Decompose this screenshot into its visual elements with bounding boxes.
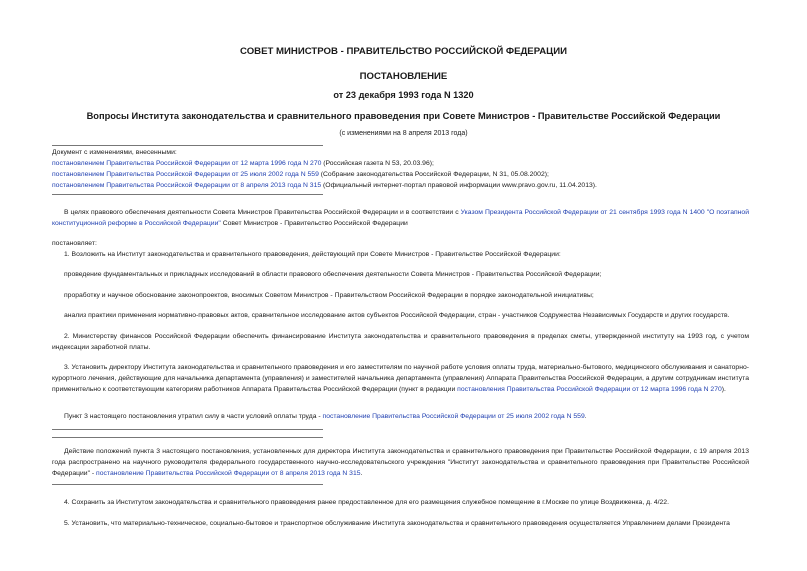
- note-1-link-2002[interactable]: постановление Правительства Российской Федерации от 25 июля 2002 года N 559: [322, 413, 585, 420]
- item-1a: проведение фундаментальных и прикладных исследований в области правового обеспечения деятельности Совета Министров - Правительства Российской Федерации;: [64, 271, 602, 278]
- amendment-link-2013[interactable]: постановлением Правительства Российской Федерации от 8 апреля 2013 года N 315: [52, 182, 322, 189]
- date-number: от 23 декабря 1993 года N 1320: [333, 90, 474, 100]
- item-1b: проработку и научное обоснование законопроектов, вносимых Советом Министров - Правительством Российской Федерации в порядке законодательной инициативы;: [64, 292, 594, 299]
- note-item-3-extension: [52, 446, 749, 479]
- amendment-source: (Официальный интернет-портал правовой информации www.pravo.gov.ru, 11.04.2013).: [321, 182, 597, 189]
- item-5: 5. Установить, что материально-техническое, социально-бытовое и транспортное обслуживание Института законодательства и сравнительного правоведения осуществляется Управлением делами Президента: [64, 520, 730, 527]
- presidential-decree-link[interactable]: Указом Президента Российской Федерации от 21 сентября 1993 года N 1400 "О поэтапной конституционной реформе в Российской Федерации": [52, 209, 749, 227]
- issuer-heading: СОВЕТ МИНИСТРОВ - ПРАВИТЕЛЬСТВО РОССИЙСКОЙ ФЕДЕРАЦИИ: [240, 46, 567, 57]
- note-1-end: .: [584, 413, 587, 420]
- item-3-end: ).: [721, 386, 726, 393]
- preamble-text-end: Совет Министров - Правительство Российской Федерации: [220, 220, 408, 227]
- divider-note-end: [52, 484, 323, 485]
- note-2-text: Действие положений пункта 3 настоящего постановления, установленных для директора Института законодательства и сравнительного правоведения при Правительстве Российской Федерации, с 19 апреля 2013 года распространено на научного руководителя федерального государственного научно-исследовательского учреждения "Институт законодательства и сравнительного правоведения при Правительстве Российской Федерации" -: [52, 448, 749, 477]
- amendment-item: [52, 180, 597, 191]
- divider-note-2: [52, 437, 323, 438]
- note-2-link-2013[interactable]: постановление Правительства Российской Федерации от 8 апреля 2013 года N 315: [96, 470, 361, 477]
- item-1: 1. Возложить на Институт законодательства и сравнительного правоведения, действующий при Совете Министров - Правительстве Российской Федерации:: [64, 251, 561, 258]
- amendment-source: (Российская газета N 53, 20.03.96);: [321, 160, 434, 167]
- amendment-item: [52, 169, 549, 180]
- preamble-text: В целях правового обеспечения деятельности Совета Министров Правительства Российской Федерации и в соответствии с: [64, 209, 461, 216]
- item-3-link-1996[interactable]: постановления Правительства Российской Федерации от 12 марта 1996 года N 270: [457, 386, 722, 393]
- note-1-text: Пункт 3 настоящего постановления утратил силу в части условий оплаты труда -: [64, 413, 323, 420]
- doc-type-heading: ПОСТАНОВЛЕНИЕ: [359, 71, 448, 82]
- amendment-item: [52, 158, 434, 169]
- item-3: [52, 362, 749, 395]
- amendment-link-1996[interactable]: постановлением Правительства Российской Федерации от 12 марта 1996 года N 270: [52, 160, 322, 167]
- note-2-end: .: [360, 470, 363, 477]
- item-2: 2. Министерству финансов Российской Федерации обеспечить финансирование Института законодательства и сравнительного правоведения в пределах сметы, утвержденной институту на 1993 год, с учетом индексации заработной платы.: [52, 333, 749, 351]
- amendment-link-2002[interactable]: постановлением Правительства Российской Федерации от 25 июля 2002 года N 559: [52, 171, 319, 178]
- amendment-source: (Собрание законодательства Российской Федерации, N 31, 05.08.2002);: [318, 171, 549, 178]
- document-title: Вопросы Института законодательства и сравнительного правоведения при Совете Министров - Правительстве Российской Федерации: [86, 111, 721, 121]
- note-item-3-expired: [64, 411, 587, 422]
- resolves: постановляет:: [52, 240, 97, 247]
- item-1c: анализ практики применения нормативно-правовых актов, сравнительное исследование актов субъектов Российской Федерации, стран - участников Содружества Независимых Государств и других государств.: [64, 312, 730, 319]
- divider-amendments: [52, 194, 323, 195]
- amendments-intro: Документ с изменениями, внесенными:: [52, 149, 177, 156]
- item-4: 4. Сохранить за Институтом законодательства и сравнительного правоведения ранее предоставленное для его размещения служебное помещение в г.Москве по улице Воздвиженка, д. 4/22.: [64, 499, 669, 506]
- item-3-text: 3. Установить директору Института законодательства и сравнительного правоведения и его заместителям по научной работе условия оплаты труда, материально-бытового, медицинского обслуживания и санаторно-курортного лечения, действующие для начальника департамента (управления) и заместителей начальника департамента (управления) Аппарата Правительства Российской Федерации, а другим сотрудникам института применительно к соответствующим категориям работников Аппарата Правительства Российской Федерации (пункт в редакции: [52, 364, 749, 393]
- divider-note-1: [52, 429, 323, 430]
- amended-note: (с изменениями на 8 апреля 2013 года): [339, 130, 468, 137]
- preamble: [52, 207, 749, 229]
- divider-top: [52, 145, 323, 146]
